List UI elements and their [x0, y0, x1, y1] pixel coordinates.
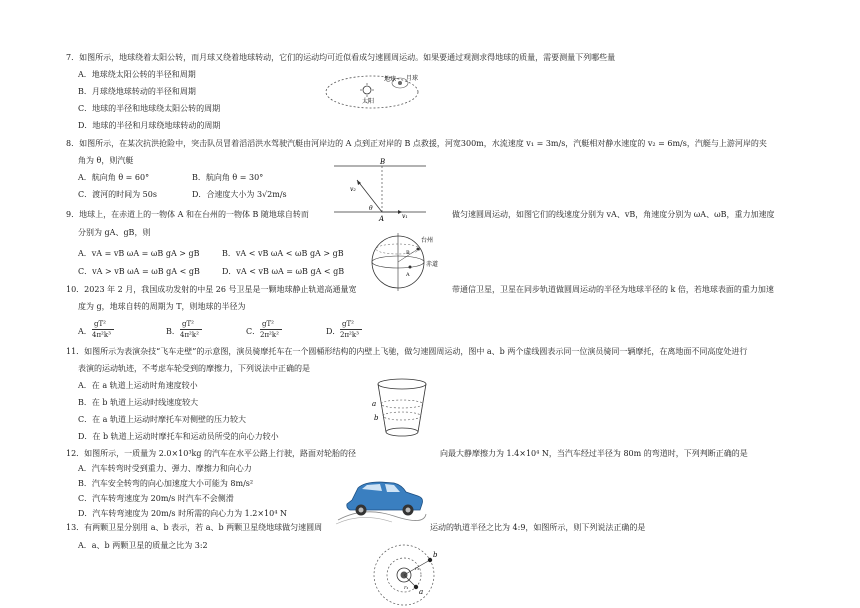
q11-option-c[interactable]: C．在 a 轨道上运动时摩托车对侧壁的压力较大 [78, 415, 246, 424]
q11-option-a[interactable]: A．在 a 轨道上运动时角速度较小 [78, 381, 198, 390]
q13-fig-r1: r₁ [404, 585, 409, 591]
q13-satellite-figure [360, 540, 450, 606]
q10-option-b-numerator: gT² [182, 320, 194, 328]
q7-option-d[interactable]: D．地球的半径和月球绕地球转动的周期 [78, 121, 221, 130]
q10-option-a-denominator: 4π²k³ [92, 331, 111, 339]
q11-stem-line1: 11．如图所示为表演杂技“飞车走壁”的示意图，演员骑摩托车在一个圆桶形结构的内壁上飞驰，做匀速圆周运动，图中 a、b 两个虚线圆表示同一位演员骑同一辆摩托，在离地面不同高度处进行 [66, 347, 748, 356]
q11-fig-a: a [372, 400, 377, 408]
q9-option-d[interactable]: D．vA < vB ωA = ωB gA < gB [222, 267, 345, 276]
q8-option-a[interactable]: A．航向角 θ = 60° [78, 173, 150, 182]
q7-option-c[interactable]: C．地球的半径和地球绕太阳公转的周期 [78, 104, 221, 113]
q10-option-a-numerator: gT² [94, 320, 106, 328]
q8-fig-theta: θ [369, 205, 373, 212]
q10-stem-part2: 带通信卫星，卫星在同步轨道做圆周运动的半径为地球半径的 k 倍，若地球表面的重力加速 [452, 285, 774, 294]
q8-fig-v1: v₁ [402, 213, 408, 220]
q10-option-d-numerator: gT² [342, 320, 354, 328]
q12-stem-part2: 向最大静摩擦力为 1.4×10⁴ N，当汽车经过半径为 80m 的弯道时，下列判断正确的是 [440, 449, 748, 458]
q7-fig-moon: 月球 [406, 75, 419, 82]
q9-stem-line2: 分别为 gA、gB，则 [78, 228, 151, 237]
q10-stem-part1: 10．2023 年 2 月，我国成功发射的中星 26 号卫星是一颗地球静止轨道高通量宽 [66, 285, 357, 294]
q8-river-figure [330, 160, 430, 222]
q13-stem-part2: 运动的轨道半径之比为 4:9，如图所示，则下列说法正确的是 [430, 523, 646, 532]
q8-option-c[interactable]: C．渡河的时间为 50s [78, 190, 157, 199]
q8-option-b[interactable]: B．航向角 θ = 30° [192, 173, 264, 182]
q10-option-d-denominator: 2π²k³ [340, 331, 359, 339]
fraction-bar [260, 329, 282, 330]
q9-option-b[interactable]: B．vA < vB ωA < ωB gA > gB [222, 249, 344, 258]
q13-fig-b: b [433, 551, 438, 559]
q9-fig-b: B [406, 250, 410, 256]
fraction-bar [180, 329, 202, 330]
q10-option-b-letter[interactable]: B． [166, 327, 180, 336]
q9-fig-a: A [406, 272, 410, 278]
q9-earth-figure [368, 232, 444, 292]
q12-option-b[interactable]: B．汽车安全转弯的向心加速度大小可能为 8m/s² [78, 479, 254, 488]
q11-cylinder-figure [370, 378, 430, 440]
q10-option-c-numerator: gT² [262, 320, 274, 328]
q7-option-b[interactable]: B．月球绕地球转动的半径和周期 [78, 87, 196, 96]
q9-option-c[interactable]: C．vA > vB ωA = ωB gA < gB [78, 267, 200, 276]
q8-stem-line2: 角为 θ，则汽艇 [78, 156, 134, 165]
q9-fig-equator: 赤道 [426, 261, 439, 268]
q7-orbit-figure [322, 70, 422, 114]
q12-option-d[interactable]: D．汽车转弯速度为 20m/s 时所需的向心力为 1.2×10⁴ N [78, 509, 287, 518]
q9-option-a[interactable]: A．vA = vB ωA = ωB gA > gB [78, 249, 200, 258]
q7-fig-sun: 太阳 [362, 98, 375, 105]
q10-stem-line2: 度为 g，地球自转的周期为 T，则地球的半径为 [78, 302, 246, 311]
q8-stem-line1: 8．如图所示，在某次抗洪抢险中，突击队员冒着滔滔洪水驾驶汽艇由河岸边的 A 点到正对岸的 B 点救援，河宽300m，水流速度 v₁ = 3m/s，汽艇相对静水速度的 v₂ = 6m/s，汽艇与上游河岸的夹 [66, 139, 767, 148]
q13-fig-r2: r₂ [415, 566, 420, 572]
q12-option-c[interactable]: C．汽车转弯速度为 20m/s 时汽车不会侧滑 [78, 494, 234, 503]
q8-fig-a: A [379, 215, 385, 223]
q13-fig-a: a [419, 588, 424, 596]
q9-stem-part1: 9．地球上，在赤道上的一物体 A 和在台州的一物体 B 随地球自转而 [66, 210, 309, 219]
q12-option-a[interactable]: A．汽车转弯时受到重力、弹力、摩擦力和向心力 [78, 464, 252, 473]
fraction-bar [340, 329, 362, 330]
q13-option-a[interactable]: A．a、b 两颗卫星的质量之比为 3:2 [78, 541, 208, 550]
q10-option-b-denominator: 4π²k² [180, 331, 199, 339]
q11-option-b[interactable]: B．在 b 轨道上运动时线速度较大 [78, 398, 199, 407]
q9-fig-taizhou: 台州 [421, 237, 434, 244]
q12-stem-part1: 12．如图所示，一质量为 2.0×10³kg 的汽车在水平公路上行驶，路面对轮胎的径 [66, 449, 357, 458]
fraction-bar [92, 329, 114, 330]
q10-option-d-letter[interactable]: D． [326, 327, 341, 336]
q7-fig-earth: 地球 [384, 76, 397, 83]
q8-fig-b: B [380, 158, 386, 166]
earth-icon [398, 81, 402, 85]
q8-fig-v2: v₂ [350, 186, 356, 193]
q7-stem: 7．如图所示，地球绕着太阳公转，而月球又绕着地球转动，它们的运动均可近似看成匀速圆周运动。如果要通过观测求得地球的质量，需要测量下列哪些量 [66, 53, 616, 62]
q9-stem-part2: 做匀速圆周运动，如图它们的线速度分别为 vA、vB，角速度分别为 ωA、ωB，重力加速度 [452, 210, 775, 219]
q11-option-d[interactable]: D．在 b 轨道上运动时摩托车和运动员所受的向心力较小 [78, 432, 279, 441]
q10-option-a-letter[interactable]: A． [78, 327, 92, 336]
q10-option-c-denominator: 2π²k² [260, 331, 279, 339]
q11-stem-line2: 表演的运动轨迹，不考虑车轮受到的摩擦力，下列说法中正确的是 [78, 364, 310, 373]
sun-icon [363, 86, 371, 94]
q8-option-d[interactable]: D．合速度大小为 3√2m/s [192, 190, 287, 199]
q10-option-c-letter[interactable]: C． [246, 327, 261, 336]
q11-fig-b: b [374, 414, 379, 422]
q13-stem-part1: 13．有两颗卫星分别用 a、b 表示，若 a、b 两颗卫星绕地球做匀速圆周 [66, 523, 323, 532]
q7-option-a[interactable]: A．地球绕太阳公转的半径和周期 [78, 70, 196, 79]
car-icon [334, 476, 428, 526]
